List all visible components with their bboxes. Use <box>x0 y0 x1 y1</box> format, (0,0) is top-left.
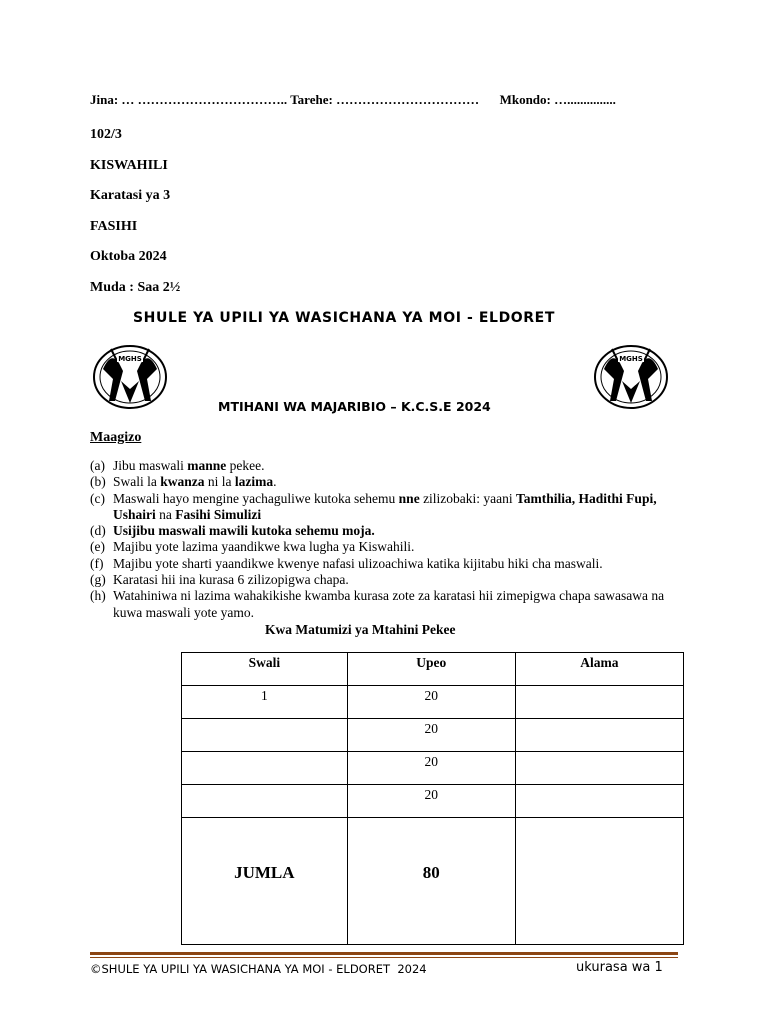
instruction-item <box>90 474 690 490</box>
name-label: Jina: <box>90 92 119 107</box>
cell-alama[interactable] <box>515 752 683 785</box>
instruction-label: (g) <box>90 572 106 588</box>
instruction-label: (c) <box>90 490 105 506</box>
instruction-label: (d) <box>90 523 106 539</box>
table-row <box>182 686 684 719</box>
svg-text:MGHS: MGHS <box>118 355 142 363</box>
instructions-heading: Maagizo <box>90 430 142 445</box>
paper-code: 102/3 <box>90 127 122 142</box>
date-blank[interactable]: …………………………… <box>336 92 480 107</box>
total-row <box>182 818 684 945</box>
footer-copyright: ©SHULE YA UPILI YA WASICHANA YA MOI - ELDORET 2024 <box>90 962 427 976</box>
instruction-item <box>90 572 690 588</box>
cell-upeo: 20 <box>347 686 515 719</box>
cell-swali[interactable]: 1 <box>182 686 348 719</box>
exam-date: Oktoba 2024 <box>90 249 167 264</box>
candidate-details-line <box>90 92 616 108</box>
total-label: JUMLA <box>182 818 348 945</box>
cell-alama[interactable] <box>515 686 683 719</box>
instruction-item <box>90 491 690 524</box>
col-header-alama: Alama <box>515 653 683 686</box>
name-blank[interactable]: … …………………………….. <box>121 92 288 107</box>
instruction-text: Majibu yote sharti yaandikwe kwenye nafasi ulizoachiwa katika kijitabu hiki cha maswali. <box>113 555 603 571</box>
table-row <box>182 719 684 752</box>
instruction-item <box>90 539 690 555</box>
svg-text:MGHS: MGHS <box>619 355 643 363</box>
instruction-text: Jibu maswali manne pekee. <box>113 458 265 473</box>
school-crest-icon <box>91 341 169 411</box>
page-number: ukurasa wa 1 <box>576 960 663 975</box>
instructions-list <box>90 458 690 621</box>
instruction-text: Watahiniwa ni lazima wahakikishe kwamba kurasa zote za karatasi hii zimepigwa chapa sawasawa na kuwa maswali yote yamo. <box>113 588 665 620</box>
instruction-text: Maswali hayo mengine yachaguliwe kutoka sehemu nne zilizobaki: yaani Tamthilia, Hadithi Fupi, Ushairi na Fasihi Simulizi <box>113 490 657 522</box>
cell-upeo: 20 <box>347 785 515 818</box>
stream-label: Mkondo: <box>499 92 551 107</box>
instruction-item <box>90 556 690 572</box>
instruction-item <box>90 458 690 474</box>
cell-swali[interactable] <box>182 719 348 752</box>
duration: Muda : Saa 2½ <box>90 280 181 295</box>
total-alama[interactable] <box>515 818 683 945</box>
cell-swali[interactable] <box>182 785 348 818</box>
total-upeo: 80 <box>347 818 515 945</box>
instruction-text: Majibu yote lazima yaandikwe kwa lugha ya Kiswahili. <box>113 539 415 555</box>
col-header-swali: Swali <box>182 653 348 686</box>
table-row <box>182 752 684 785</box>
date-label: Tarehe: <box>290 92 333 107</box>
instruction-text: Usijibu maswali mawili kutoka sehemu moja. <box>113 523 375 539</box>
col-header-upeo: Upeo <box>347 653 515 686</box>
cell-alama[interactable] <box>515 785 683 818</box>
school-logo-left <box>91 341 169 416</box>
table-row <box>182 785 684 818</box>
instruction-label: (f) <box>90 555 104 571</box>
cell-upeo: 20 <box>347 719 515 752</box>
paper-number: Karatasi ya 3 <box>90 188 171 203</box>
school-crest-icon <box>592 341 670 411</box>
subject: KISWAHILI <box>90 158 168 173</box>
stream-blank[interactable]: …............... <box>554 92 616 107</box>
instruction-label: (a) <box>90 458 105 473</box>
section: FASIHI <box>90 219 138 234</box>
footer-rule-thin <box>90 957 678 958</box>
instruction-label: (h) <box>90 588 106 604</box>
instruction-item <box>90 523 690 539</box>
table-caption: Kwa Matumizi ya Mtahini Pekee <box>265 622 456 637</box>
cell-alama[interactable] <box>515 719 683 752</box>
instruction-text: Swali la kwanza ni la lazima. <box>113 474 277 490</box>
cell-upeo: 20 <box>347 752 515 785</box>
exam-title: MTIHANI WA MAJARIBIO – K.C.S.E 2024 <box>218 399 491 414</box>
instruction-item <box>90 588 690 621</box>
school-name: SHULE YA UPILI YA WASICHANA YA MOI - ELDORET <box>133 310 555 326</box>
cell-swali[interactable] <box>182 752 348 785</box>
table-header-row <box>182 653 684 686</box>
instruction-label: (e) <box>90 539 105 555</box>
instruction-label: (b) <box>90 474 106 490</box>
footer-rule-thick <box>90 952 678 955</box>
school-logo-right <box>592 341 670 416</box>
instruction-text: Karatasi hii ina kurasa 6 zilizopigwa chapa. <box>113 572 349 588</box>
marks-table <box>181 652 684 945</box>
